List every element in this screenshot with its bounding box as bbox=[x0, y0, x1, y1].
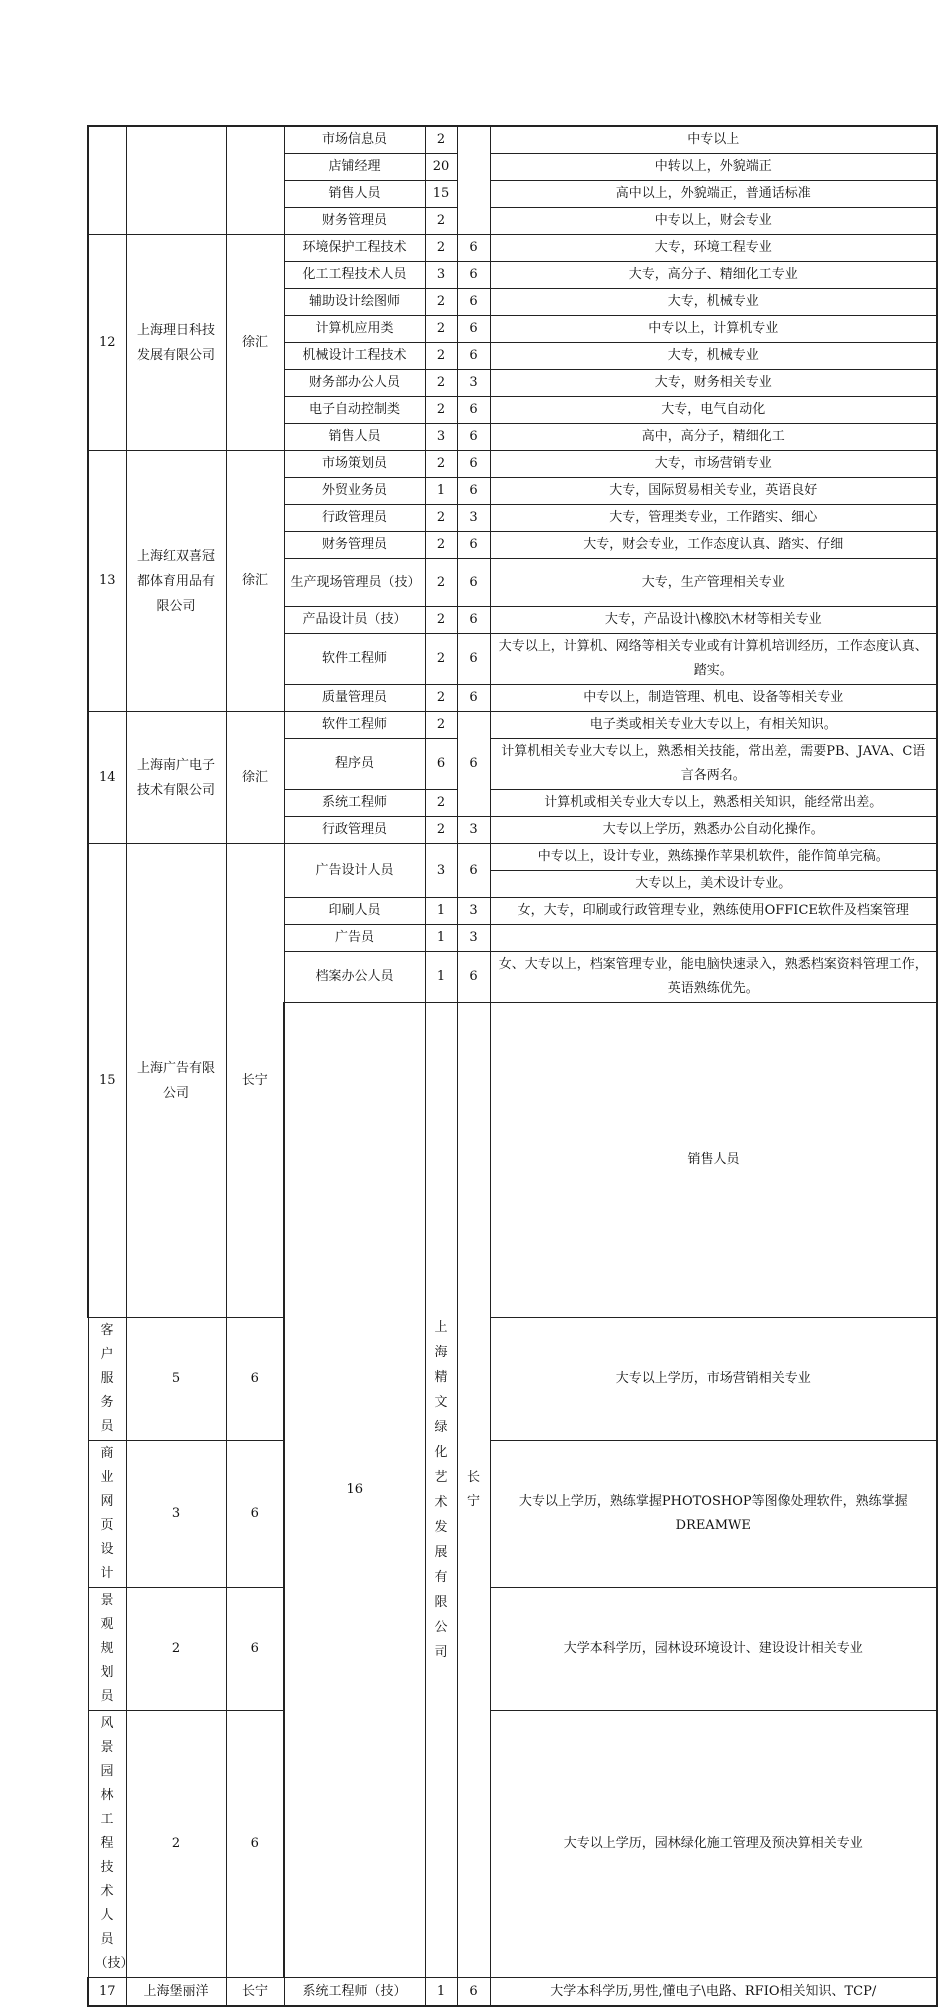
district: 徐汇 bbox=[226, 235, 284, 451]
table-row bbox=[88, 126, 937, 154]
position: 档案办公人员 bbox=[284, 952, 425, 1003]
position: 系统工程师（技） bbox=[284, 1978, 425, 2007]
recruitment-table bbox=[87, 125, 938, 2007]
headcount: 3 bbox=[425, 262, 457, 289]
position: 环境保护工程技术 bbox=[284, 235, 425, 262]
term: 6 bbox=[226, 1711, 284, 1978]
term: 6 bbox=[226, 1588, 284, 1711]
requirement: 大学本科学历，园林设环境设计、建设设计相关专业 bbox=[490, 1588, 937, 1711]
headcount: 2 bbox=[425, 343, 457, 370]
requirement: 高中以上，外貌端正，普通话标准 bbox=[490, 181, 937, 208]
headcount: 2 bbox=[425, 235, 457, 262]
headcount: 2 bbox=[425, 712, 457, 739]
headcount: 2 bbox=[126, 1711, 226, 1978]
requirement: 大专以上学历，市场营销相关专业 bbox=[490, 1318, 937, 1441]
position: 行政管理员 bbox=[284, 817, 425, 844]
requirement: 大专，机械专业 bbox=[490, 343, 937, 370]
position: 景观规划员 bbox=[88, 1588, 126, 1711]
company-name: 上海理日科技发展有限公司 bbox=[126, 235, 226, 451]
term: 6 bbox=[457, 685, 490, 712]
requirement: 中专以上，制造管理、机电、设备等相关专业 bbox=[490, 685, 937, 712]
position: 机械设计工程技术 bbox=[284, 343, 425, 370]
position: 行政管理员 bbox=[284, 505, 425, 532]
position: 化工工程技术人员 bbox=[284, 262, 425, 289]
requirement: 大专，财会专业，工作态度认真、踏实、仔细 bbox=[490, 532, 937, 559]
term: 6 bbox=[457, 607, 490, 634]
position: 系统工程师 bbox=[284, 790, 425, 817]
requirement: 女，大专，印刷或行政管理专业，熟练使用OFFICE软件及档案管理 bbox=[490, 898, 937, 925]
position: 程序员 bbox=[284, 739, 425, 790]
term: 6 bbox=[457, 478, 490, 505]
requirement: 大专，产品设计\橡胶\木材等相关专业 bbox=[490, 607, 937, 634]
table-row bbox=[88, 1318, 937, 1441]
headcount: 2 bbox=[425, 208, 457, 235]
requirement: 大专，国际贸易相关专业，英语良好 bbox=[490, 478, 937, 505]
position: 客户服务员 bbox=[88, 1318, 126, 1441]
position: 市场策划员 bbox=[284, 451, 425, 478]
term: 3 bbox=[457, 925, 490, 952]
requirement: 大专，高分子、精细化工专业 bbox=[490, 262, 937, 289]
requirement: 女、大专以上，档案管理专业，能电脑快速录入，熟悉档案资料管理工作，英语熟练优先。 bbox=[490, 952, 937, 1003]
term: 6 bbox=[226, 1441, 284, 1588]
headcount: 2 bbox=[425, 126, 457, 154]
requirement: 大专，市场营销专业 bbox=[490, 451, 937, 478]
requirement: 大专，机械专业 bbox=[490, 289, 937, 316]
company-name bbox=[126, 126, 226, 235]
headcount: 2 bbox=[425, 817, 457, 844]
requirement: 大专以上，美术设计专业。 bbox=[490, 871, 937, 898]
requirement bbox=[490, 925, 937, 952]
position: 质量管理员 bbox=[284, 685, 425, 712]
position: 广告员 bbox=[284, 925, 425, 952]
company-name: 上海广告有限公司 bbox=[126, 844, 226, 1318]
district bbox=[226, 126, 284, 235]
company-name: 上海堡丽洋 bbox=[126, 1978, 226, 2007]
headcount: 3 bbox=[425, 424, 457, 451]
requirement: 中专以上，计算机专业 bbox=[490, 316, 937, 343]
position: 财务管理员 bbox=[284, 208, 425, 235]
term: 6 bbox=[457, 844, 490, 898]
district: 长宁 bbox=[226, 1978, 284, 2007]
table-row bbox=[88, 1588, 937, 1711]
requirement: 大专以上学历，园林绿化施工管理及预决算相关专业 bbox=[490, 1711, 937, 1978]
position: 软件工程师 bbox=[284, 634, 425, 685]
row-number: 15 bbox=[88, 844, 126, 1318]
position: 生产现场管理员（技） bbox=[284, 559, 425, 607]
table-row bbox=[88, 235, 937, 262]
term: 6 bbox=[457, 559, 490, 607]
term bbox=[457, 126, 490, 235]
row-number: 12 bbox=[88, 235, 126, 451]
position: 印刷人员 bbox=[284, 898, 425, 925]
position: 计算机应用类 bbox=[284, 316, 425, 343]
headcount: 2 bbox=[425, 559, 457, 607]
headcount: 2 bbox=[425, 397, 457, 424]
term: 6 bbox=[457, 262, 490, 289]
headcount: 2 bbox=[425, 532, 457, 559]
headcount: 2 bbox=[425, 505, 457, 532]
requirement: 大专以上，计算机、网络等相关专业或有计算机培训经历，工作态度认真、踏实。 bbox=[490, 634, 937, 685]
term: 3 bbox=[457, 370, 490, 397]
headcount: 2 bbox=[425, 316, 457, 343]
term: 6 bbox=[457, 532, 490, 559]
row-number: 17 bbox=[88, 1978, 126, 2007]
row-number: 14 bbox=[88, 712, 126, 844]
headcount: 1 bbox=[425, 952, 457, 1003]
district: 徐汇 bbox=[226, 712, 284, 844]
term: 6 bbox=[457, 343, 490, 370]
table-row bbox=[88, 1711, 937, 1978]
headcount: 2 bbox=[425, 451, 457, 478]
position: 广告设计人员 bbox=[284, 844, 425, 898]
headcount: 15 bbox=[425, 181, 457, 208]
headcount: 2 bbox=[126, 1588, 226, 1711]
district: 徐汇 bbox=[226, 451, 284, 712]
term: 6 bbox=[457, 952, 490, 1003]
requirement: 大专，环境工程专业 bbox=[490, 235, 937, 262]
term: 6 bbox=[457, 424, 490, 451]
term: 6 bbox=[226, 1318, 284, 1441]
term: 6 bbox=[457, 316, 490, 343]
row-number bbox=[88, 126, 126, 235]
requirement: 大学本科学历,男性,懂电子\电路、RFIO相关知识、TCP/ bbox=[490, 1978, 937, 2007]
position: 销售人员 bbox=[284, 424, 425, 451]
position: 销售人员 bbox=[284, 181, 425, 208]
company-name: 上海南广电子技术有限公司 bbox=[126, 712, 226, 844]
position: 产品设计员（技） bbox=[284, 607, 425, 634]
headcount: 2 bbox=[425, 607, 457, 634]
headcount: 2 bbox=[425, 370, 457, 397]
position: 辅助设计绘图师 bbox=[284, 289, 425, 316]
headcount: 6 bbox=[425, 739, 457, 790]
requirement: 电子类或相关专业大专以上，有相关知识。 bbox=[490, 712, 937, 739]
requirement: 中转以上，外貌端正 bbox=[490, 154, 937, 181]
headcount: 3 bbox=[425, 844, 457, 898]
position: 商业网页设计 bbox=[88, 1441, 126, 1588]
headcount: 1 bbox=[425, 898, 457, 925]
position: 软件工程师 bbox=[284, 712, 425, 739]
headcount: 1 bbox=[425, 925, 457, 952]
headcount: 3 bbox=[126, 1441, 226, 1588]
district: 长宁 bbox=[226, 844, 284, 1318]
requirement: 计算机相关专业大专以上，熟悉相关技能，常出差，需要PB、JAVA、C语言各两名。 bbox=[490, 739, 937, 790]
requirement: 大专，管理类专业，工作踏实、细心 bbox=[490, 505, 937, 532]
requirement: 大专，财务相关专业 bbox=[490, 370, 937, 397]
headcount: 20 bbox=[425, 154, 457, 181]
position: 外贸业务员 bbox=[284, 478, 425, 505]
term: 6 bbox=[457, 289, 490, 316]
term: 6 bbox=[457, 235, 490, 262]
position: 店铺经理 bbox=[284, 154, 425, 181]
term: 6 bbox=[457, 397, 490, 424]
requirement: 计算机或相关专业大专以上，熟悉相关知识，能经常出差。 bbox=[490, 790, 937, 817]
table-row bbox=[88, 712, 937, 739]
position: 财务管理员 bbox=[284, 532, 425, 559]
term: 3 bbox=[457, 505, 490, 532]
headcount: 2 bbox=[425, 685, 457, 712]
position: 风景园林工程技术人员（技） bbox=[88, 1711, 126, 1978]
district: 长宁 bbox=[457, 1003, 490, 1978]
table-row bbox=[88, 1978, 937, 2007]
headcount: 1 bbox=[425, 1978, 457, 2007]
headcount: 5 bbox=[126, 1318, 226, 1441]
requirement: 大专以上学历，熟悉办公自动化操作。 bbox=[490, 817, 937, 844]
term: 6 bbox=[457, 1978, 490, 2007]
requirement: 中专以上 bbox=[490, 126, 937, 154]
position: 市场信息员 bbox=[284, 126, 425, 154]
requirement: 中专以上，设计专业，熟练操作苹果机软件，能作简单完稿。 bbox=[490, 844, 937, 871]
position: 电子自动控制类 bbox=[284, 397, 425, 424]
term: 6 bbox=[457, 451, 490, 478]
requirement: 高中，高分子，精细化工 bbox=[490, 424, 937, 451]
table-row bbox=[88, 451, 937, 478]
headcount: 2 bbox=[425, 634, 457, 685]
headcount: 2 bbox=[425, 790, 457, 817]
row-number: 16 bbox=[284, 1003, 425, 1978]
term: 6 bbox=[457, 712, 490, 817]
term: 3 bbox=[457, 898, 490, 925]
requirement: 大专，电气自动化 bbox=[490, 397, 937, 424]
headcount: 2 bbox=[425, 289, 457, 316]
term: 6 bbox=[457, 634, 490, 685]
requirement: 中专以上，财会专业 bbox=[490, 208, 937, 235]
headcount: 1 bbox=[425, 478, 457, 505]
company-name: 上海精文绿化艺术发展有限公司 bbox=[425, 1003, 457, 1978]
requirement: 大专，生产管理相关专业 bbox=[490, 559, 937, 607]
table-row bbox=[88, 1441, 937, 1588]
term: 3 bbox=[457, 817, 490, 844]
position: 财务部办公人员 bbox=[284, 370, 425, 397]
row-number: 13 bbox=[88, 451, 126, 712]
requirement: 大专以上学历，熟练掌握PHOTOSHOP等图像处理软件，熟练掌握DREAMWE bbox=[490, 1441, 937, 1588]
company-name: 上海红双喜冠都体育用品有限公司 bbox=[126, 451, 226, 712]
table-row bbox=[88, 844, 937, 871]
position: 销售人员 bbox=[490, 1003, 937, 1318]
